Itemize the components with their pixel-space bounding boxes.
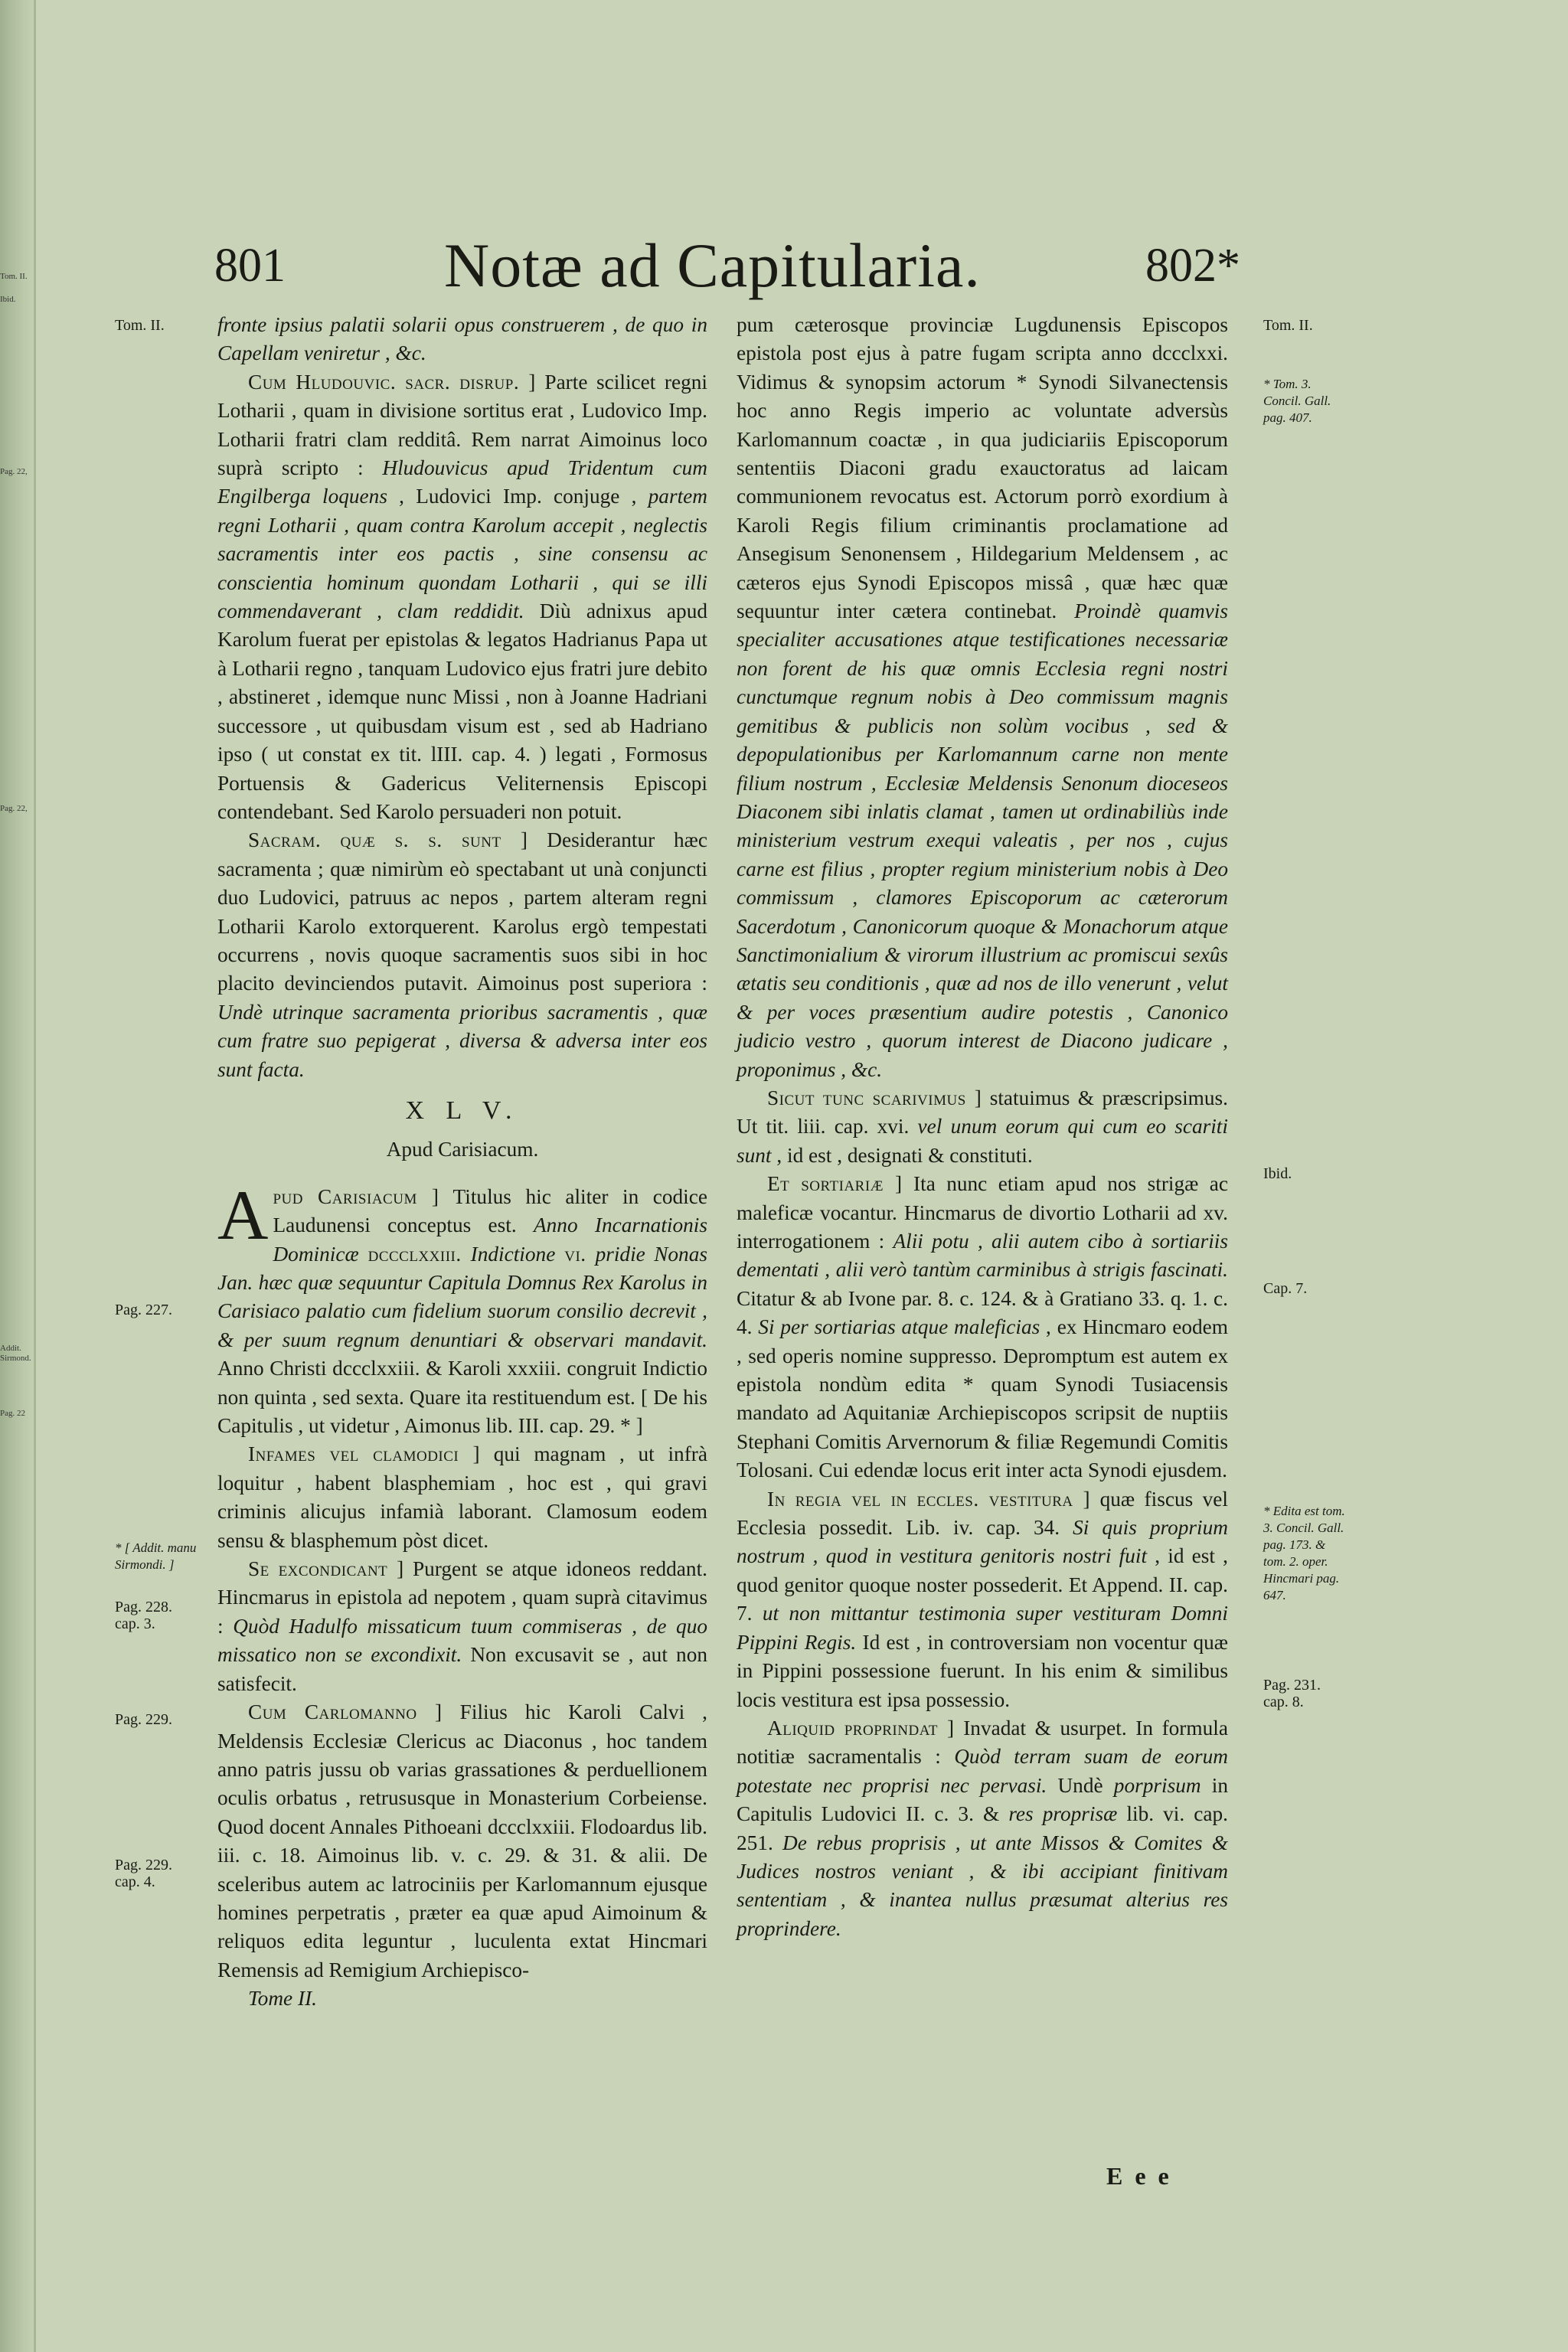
text: vi. (555, 1242, 596, 1266)
text: Ita nunc etiam apud nos strigæ ac maleficæ vocantur. Hincmarus de divortio Lotharii ad xv. interrogationem : (737, 1172, 1228, 1253)
margin-note-ibid: Ibid. (1263, 1165, 1292, 1182)
italic-text: partem regni Lotharii , quam contra Karolum accepit , neglectis sacramentis inter eos pactis , sine consensu ac conscientia hominum quondam Lotharii , qui se illi commendaverant , clam reddidit. (217, 485, 707, 623)
previous-page-margin-note: Pag. 22, (0, 804, 28, 813)
margin-note-pag227: Pag. 227. (115, 1302, 172, 1318)
margin-note-tom: Tom. II. (115, 317, 165, 334)
right-text-column (737, 311, 1228, 1943)
lemma-heading: Cum Carlomanno ] (248, 1700, 443, 1724)
lemma-heading: Cum Hludouvic. sacr. disrup. ] (248, 370, 536, 394)
text: Desiderantur hæc sacramenta ; quæ nimirùm eò spectabant ut unà conjuncti duo Ludovici, patruus ac nepos , partem alteram regni Lotharii Karolo extorquerent. Karolus ergò tempestati occurrens , novis quoque sacramentis suos sibi in hoc placito devinciendos putavit. Aimoinus post superiora : (217, 828, 707, 995)
margin-note-pag229b: Pag. 229. cap. 4. (115, 1857, 172, 1890)
page-title: Notæ ad Capitularia. (444, 230, 981, 300)
page-header (214, 230, 1240, 299)
previous-page-margin-note: Pag. 22 (0, 1409, 25, 1418)
italic-text: De rebus proprisis , ut ante Missos & Comites & Judices nostros veniant , & ibi accipiant finitivam sententiam , & inantea nullus præsumat alterius res proprindere. (737, 1831, 1229, 1940)
italic-text: Undè utrinque sacramenta prioribus sacramentis , quæ cum fratre suo pepigerat , diversa & adversa inter eos sunt facta. (217, 1000, 707, 1081)
paragraph (737, 1170, 1228, 1485)
italic-text: Hludouvicus apud Tridentum cum Engilberga loquens (217, 456, 707, 508)
margin-note-pag228: Pag. 228. cap. 3. (115, 1599, 172, 1632)
text: Citatur & ab Ivone par. 8. c. 124. & à Gratiano 33. q. 1. c. 4. (737, 1286, 1228, 1339)
paragraph (217, 1698, 707, 1984)
lemma-heading: Aliquid proprindat ] (767, 1716, 955, 1740)
book-binding-gutter (0, 0, 35, 2352)
paragraph (737, 311, 1228, 1084)
lemma-heading: Et sortiariæ ] (767, 1172, 903, 1196)
text: pum cæterosque provinciæ Lugdunensis Episcopos epistola post ejus à patre fugam scripta anno dccclxxi. Vidimus & synopsim actorum * Synodi Silvanectensis hoc anno Regis imperio ac voluntate adversùs Karlomannum coactæ , in qua judiciariis Episcoporum sententiis Diaconi gradu exauctoratus ad laicam communionem revocatus est. Actorum porrò exordium à Karoli Regis filium criminantis proclamatione ad Ansegisum Senonensem , Hildegarium Meldensem , ac cæteros ejus Synodi Episcopos missâ , quæ hæc quæ sequuntur inter cætera continebat. (737, 313, 1228, 623)
margin-note-addit-text: * [ Addit. manu Sirmondi. ] (115, 1540, 197, 1572)
italic-text: porprisum (1113, 1773, 1201, 1797)
italic-text: fronte ipsius palatii solarii opus construerem , de quo in Capellam veniretur , &c. (217, 313, 707, 365)
paragraph (737, 1084, 1228, 1170)
text: , id est , designati & constituti. (771, 1143, 1033, 1167)
text: , Ludovici Imp. conjuge , (387, 485, 648, 508)
margin-note-concil-text: * Tom. 3. Concil. Gall. pag. 407. (1263, 377, 1331, 425)
text: Undè (1047, 1773, 1114, 1797)
gutter-edge (34, 0, 36, 2352)
text: Id est , in controversiam non vocentur quæ in Pippini possessione fuerunt. In his enim & similibus locis vestitura est ipsa possessio. (737, 1630, 1228, 1711)
margin-note-tom-right: Tom. II. (1263, 317, 1313, 334)
paragraph (217, 368, 707, 827)
text: Filius hic Karoli Calvi , Meldensis Ecclesiæ Clericus ac Diaconus , hoc tandem anno patris jussu ob varias grassationes & perduellionem oculis orbatus , retrususque in Monasterium Corbeiense. Quod docent Annales Pithoeani dccclxxiii. Flodoardus lib. iii. c. 18. Aimoinus lib. v. c. 29. & 31. & alii. De sceleribus autem ac latrociniis per Karlomannum ejusque homines perpetratis , præter ea quæ apud Aimoinum & reliquos edita leguntur , luculenta extat Hincmari Remensis ad Remigium Archiepisco- (217, 1700, 707, 1981)
text: quæ fiscus vel Ecclesia possedit. Lib. iv. cap. 34. (737, 1487, 1228, 1540)
margin-note-pag231: Pag. 231. cap. 8. (1263, 1677, 1321, 1710)
italic-text: res proprisæ (1008, 1802, 1118, 1826)
text: lib. vi. cap. 251. (737, 1802, 1229, 1854)
previous-page-margin-note: Addit. Sirmond. (0, 1344, 31, 1363)
margin-note-edita-text: * Edita est tom. 3. Concil. Gall. pag. 173. & tom. 2. oper. Hincmari pag. 647. (1263, 1504, 1345, 1602)
text: dccclxxiii. (358, 1242, 471, 1266)
lemma-heading: Sicut tunc scarivimus ] (767, 1086, 982, 1109)
text: Anno Christi dccclxxiii. & Karoli xxxiii. congruit Indictio non quinta , sed sexta. Quare ita restituendum est. [ De his Capitulis , ut videtur , Aimonus lib. III. cap. 29. * ] (217, 1357, 707, 1438)
page-number-left: 801 (214, 240, 286, 292)
text: statuimus & præscripsimus. Ut tit. liii. cap. xvi. (737, 1086, 1228, 1138)
text: , id est , quod genitor quoque noster possederit. Et Append. II. cap. 7. (737, 1544, 1228, 1625)
paragraph (737, 1714, 1228, 1943)
paragraph (217, 1555, 707, 1698)
section-subtitle: Apud Carisiacum. (386, 1138, 539, 1161)
lemma-heading: Infames vel clamodici ] (248, 1442, 481, 1466)
text: qui magnam , ut infrà loquitur , habent blasphemiam , hoc est , qui gravi criminis alicujus infamià laborant. Clamosum eodem sensu & blasphemum pòst dicet. (217, 1442, 707, 1552)
paragraph (217, 1175, 707, 1441)
signature-mark: E e e (1106, 2162, 1172, 2190)
italic-text: vel unum eorum qui cum eo scariti sunt (737, 1115, 1228, 1167)
italic-text: Quòd terram suam de eorum potestate nec proprisi nec pervasi. (737, 1745, 1228, 1797)
italic-text: Indictione (470, 1242, 556, 1266)
previous-page-margin-note: Ibid. (0, 295, 16, 304)
page-number-right: 802* (1145, 240, 1240, 292)
paragraph (737, 1485, 1228, 1714)
margin-note-pag229a: Pag. 229. (115, 1711, 172, 1728)
italic-text: pridie Nonas Jan. hæc quæ sequuntur Capitula Domnus Rex Karolus in Carisiaco palatio cum fidelium suorum consilio decrevit , & per suum regnum denuntiari & observari mandavit. (217, 1242, 707, 1351)
text: Invadat & usurpet. In formula notitiæ sacramentalis : (737, 1716, 1228, 1769)
italic-text: Quòd Hadulfo missaticum tuum commiseras , de quo missatico non se excondixit. (217, 1614, 707, 1667)
lemma-heading: Sacram. quæ s. s. sunt ] (248, 828, 528, 852)
text: , ex Hincmaro eodem , sed operis nomine suppresso. Depromptum est autem ex epistola nondùm edita * quam Synodi Tusiacensis mandato ad Aquitaniæ Archiepiscopos scripsit de nuptiis Stephani Comitis Arvernorum & filiæ Regemundi Comitis Tolosani. Cui edendæ locus erit inter acta Synodi ejusdem. (737, 1315, 1229, 1482)
catchword: Tome II. (248, 1987, 317, 2011)
paragraph (217, 311, 707, 368)
text: in Capitulis Ludovici II. c. 3. & (737, 1773, 1228, 1826)
text: Diù adnixus apud Karolum fuerat per epistolas & legatos Hadrianus Papa ut à Lotharii regno , tanquam Ludovico ejus fratri jure debito , abstineret , idemque nunc Missi , non à Joanne Hadriani successore , ut quibusdam visum est , sed ab Hadriano ipso ( ut constat ex tit. lIII. cap. 4. ) legati , Formosus Portuensis & Gadericus Veliternensis Episcopi contendebant. Sed Karolo persuaderi non potuit. (217, 599, 707, 823)
text: Parte scilicet regni Lotharii , quam in divisione sortitus erat , Ludovico Imp. Lotharii fratri clam redditâ. Rem narrat Aimoinus loco suprà scripto : (217, 370, 708, 480)
section-number: X L V. (405, 1096, 520, 1125)
margin-note-edita (1263, 1502, 1348, 1603)
lemma-heading: In regia vel in eccles. vestitura ] (767, 1487, 1091, 1511)
margin-note-addit (115, 1539, 201, 1573)
text: Titulus hic aliter in codice Laudunensi conceptus est. (273, 1184, 707, 1237)
left-text-column (217, 311, 707, 2014)
italic-text: Alii potu , alii autem cibo à sortiariis dementati , alii verò tantùm carminibus à strigis fascinati. (737, 1230, 1228, 1282)
previous-page-margin-note: Tom. II. (0, 272, 28, 281)
lemma-heading: pud Carisiacum ] (273, 1184, 439, 1208)
margin-note-concil (1263, 375, 1348, 426)
italic-text: Proindè quamvis specialiter accusationes atque testificationes necessariæ non forent de his quæ omnis Ecclesia regni nostri cunctumque regnum nobis à Deo commissum magnis gemitibus & publicis non solùm vocibus , sed & depopulationibus per Karlomannum carne non mente filium nostrum , Ecclesiæ Meldensis Senonum dioceseos Diaconem sibi inlatis clamat , tamen ut ordinabiliùs inde ministerium vestrum exequi valeatis , per nos , cujus carne est filius , propter regium ministerium nobis à Deo commissum , clamores Episcoporum ac cæterorum Sacerdotum , Canonicorum quoque & Monachorum atque Sanctimonialium & virorum illustrium ac promiscui sexûs ætatis seu conditionis , quæ ad nos de illo venerunt , velut & per voces præsentium audire potestis , Canonico judicio vestro , quorum interest de Diacono judicare , proponimus , &c. (737, 599, 1228, 1081)
paragraph (217, 826, 707, 1084)
lemma-heading: Se excondicant ] (248, 1557, 404, 1581)
italic-text: ut non mittantur testimonia super vestituram Domni Pippini Regis. (737, 1602, 1228, 1654)
text: Purgent se atque idoneos reddant. Hincmarus in epistola ad nepotem , quam suprà citavimus : (217, 1557, 707, 1638)
italic-text: Anno Incarnationis Dominicæ (273, 1214, 707, 1266)
paragraph (217, 1440, 707, 1555)
drop-cap: A (217, 1175, 269, 1254)
italic-text: Si quis proprium nostrum , quod in vestitura genitoris nostri fuit (737, 1516, 1228, 1568)
previous-page-margin-note: Pag. 22, (0, 467, 28, 476)
italic-text: Si per sortiarias atque maleficias (758, 1315, 1040, 1339)
margin-note-cap7: Cap. 7. (1263, 1280, 1308, 1297)
text: Non excusavit se , aut non satisfecit. (217, 1643, 707, 1695)
